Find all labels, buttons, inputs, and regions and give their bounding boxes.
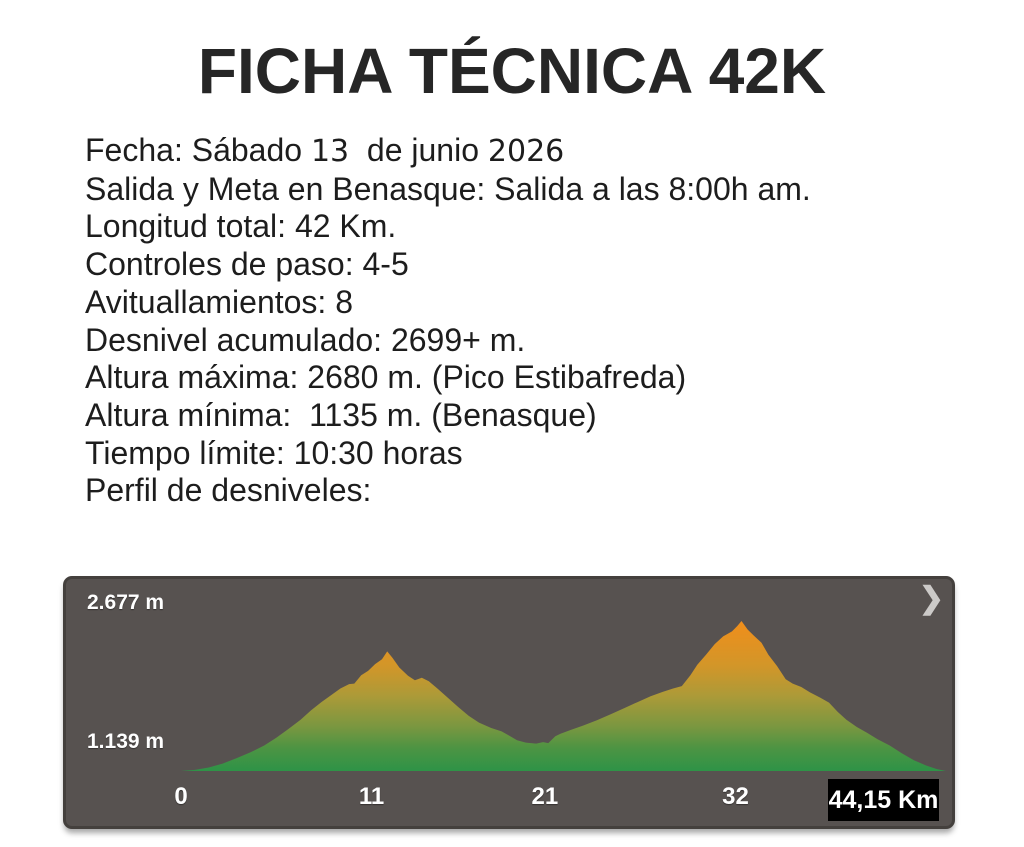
info-line-altura-minima: Altura mínima: 1135 m. (Benasque) — [85, 396, 597, 433]
y-min-label: 1.139 m — [87, 730, 165, 753]
elevation-area — [181, 621, 946, 771]
chevron-right-icon[interactable]: ❯ — [918, 582, 944, 615]
elevation-chart-panel — [63, 576, 955, 829]
elevation-profile-svg — [66, 579, 952, 826]
info-line-altura-maxima: Altura máxima: 2680 m. (Pico Estibafreda) — [85, 359, 687, 396]
date-day: 13 — [310, 134, 350, 169]
info-line-desnivel: Desnivel acumulado: 2699+ m. — [85, 321, 526, 358]
info-line-salida: Salida y Meta en Benasque: Salida a las 8:00h am. — [85, 170, 811, 207]
info-block — [85, 132, 811, 510]
info-line-controles: Controles de paso: 4-5 — [85, 246, 409, 283]
date-prefix: Fecha: Sábado — [85, 132, 311, 168]
page-title: FICHA TÉCNICA 42K — [197, 35, 827, 107]
info-line-fecha — [85, 132, 811, 171]
x-tick-11: 11 — [358, 783, 385, 810]
info-line-avituallamientos: Avituallamientos: 8 — [85, 283, 353, 320]
date-year: 2026 — [487, 134, 565, 169]
info-line-longitud: Longitud total: 42 Km. — [85, 208, 397, 245]
x-tick-0: 0 — [174, 783, 188, 810]
info-line-perfil: Perfil de desniveles: — [85, 472, 372, 509]
y-max-label: 2.677 m — [87, 591, 165, 614]
x-tick-32: 32 — [722, 783, 749, 810]
total-distance-badge: 44,15 Km — [828, 779, 939, 821]
info-line-tiempo-limite: Tiempo límite: 10:30 horas — [85, 434, 463, 471]
date-mid: de junio — [349, 132, 488, 168]
x-tick-21: 21 — [531, 783, 559, 810]
